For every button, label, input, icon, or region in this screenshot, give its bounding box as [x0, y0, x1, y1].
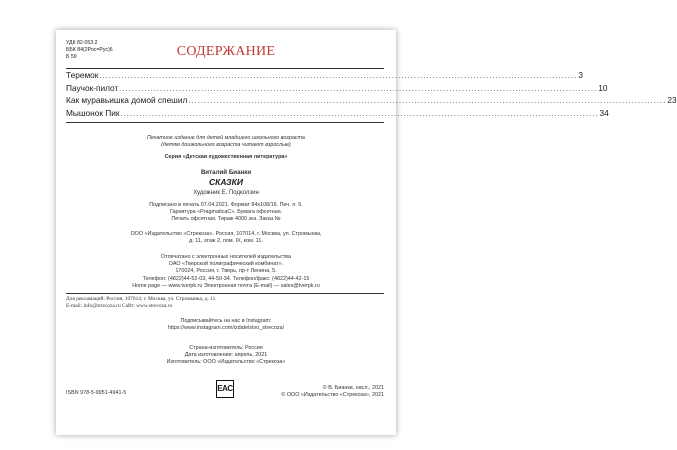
print-info	[56, 202, 396, 224]
top-rule	[66, 68, 384, 69]
series-name: Серия «Детская художественная литература»	[164, 154, 288, 160]
printer-line: Home page — www.tverpk.ru Электронная почта (E-mail) — sales@tverpk.ru	[132, 282, 320, 289]
book-title: СКАЗКИ	[209, 177, 243, 187]
toc-leader-dots: ........................................................................................................................................................	[120, 110, 599, 118]
origin-line: Изготовитель: ООО «Издательство «Стрекоза»	[166, 359, 286, 366]
illustrator: Художник Е. Подколзин	[193, 190, 259, 196]
edition-note-line: Печатное издание для детей младшего школьного возраста	[147, 135, 305, 141]
toc-item-title: Теремок	[66, 70, 99, 80]
toc-leader-dots: ........................................................................................................................................................	[188, 98, 667, 106]
social-line: Подписывайтесь на нас в Instagram:	[180, 318, 272, 324]
edition-note	[56, 135, 396, 149]
origin-info	[56, 345, 396, 367]
instagram-link[interactable]: https://www.instagram.com/izdatelstvo_strecoza/	[167, 325, 285, 332]
toc-item[interactable]	[66, 82, 608, 96]
claims-line: Для рекламаций: Россия, 107014, г. Москва, ул. Стромынка, д. 11.	[66, 296, 217, 302]
printer-line: Телефон: (4822)44-52-03, 44-50-34. Телефон/факс: (4822)44-42-15	[142, 275, 310, 282]
printer-line: 170024, Россия, г. Тверь, пр-т Ленина, 5.	[175, 268, 277, 275]
toc-bottom-rule	[66, 122, 384, 123]
printer-line: Отпечатано с электронных носителей издательства	[161, 254, 291, 260]
print-info-line: Печать офсетная. Тираж 4000 экз. Заказ №	[171, 216, 281, 223]
copyright	[281, 385, 384, 399]
printer-info	[56, 254, 396, 290]
toc-item-title: Паучок-пилот	[66, 82, 119, 93]
toc-item-title: Как муравьишка домой спешил	[66, 95, 188, 106]
toc-item-page: 3	[578, 70, 584, 80]
publisher-info	[56, 231, 396, 245]
copyright-line: © ООО «Издательство «Стрекоза», 2021	[281, 392, 384, 399]
publisher-line: ООО «Издательство «Стрекоза». Россия, 107014, г. Москва, ул. Стромынка,	[130, 231, 322, 237]
toc-item-page: 34	[599, 107, 609, 118]
toc-item[interactable]	[66, 107, 609, 121]
toc-item[interactable]	[66, 70, 584, 83]
social-info	[56, 318, 396, 332]
publisher-line: д. 11, этаж 2, пом. IX, ком. 11.	[189, 238, 263, 245]
udk-code: УДК 82-053.2	[66, 40, 98, 46]
print-info-line: Подписано в печать 07.04.2021. Формат 84х108/16. Печ. л. 5.	[149, 202, 303, 208]
toc-leader-dots: ........................................................................................................................................................	[119, 85, 598, 93]
origin-line: Страна-изготовитель: Россия	[189, 345, 263, 351]
eac-mark-text: EAC	[217, 384, 233, 393]
print-info-line: Гарнитура «PragmaticaC». Бумага офсетная.	[169, 209, 283, 216]
contents-heading: СОДЕРЖАНИЕ	[176, 44, 276, 59]
origin-line: Дата изготовления: апрель, 2021	[184, 352, 268, 359]
edition-note-line: (детям дошкольного возраста читают взрослые)	[161, 142, 291, 149]
author-name: Виталий Бианки	[200, 169, 252, 176]
middle-rule	[66, 293, 384, 294]
toc-item[interactable]	[66, 95, 677, 108]
document-page	[56, 30, 677, 435]
table-of-contents	[66, 70, 677, 120]
isbn: ISBN 978-5-9951-4941-5	[66, 390, 127, 396]
claims-info	[66, 296, 217, 310]
printer-line: ОАО «Тверской полиграфический комбинат».	[168, 261, 284, 268]
bbk-code: ББК 84(2Рос=Рус)6	[66, 47, 113, 53]
toc-item-page: 10	[598, 82, 608, 93]
author-mark: Б 59	[66, 54, 77, 60]
toc-item-title: Мышонок Пик	[66, 107, 120, 118]
eac-mark-icon	[216, 380, 234, 398]
toc-item-page: 23	[667, 95, 677, 106]
toc-leader-dots: ........................................................................................................................................................	[99, 73, 578, 80]
claims-line: E-mail: info@strecoza.ru Сайт: www.strecoza.ru	[66, 303, 173, 310]
copyright-line: © В. Бианки, насл., 2021	[322, 385, 384, 391]
